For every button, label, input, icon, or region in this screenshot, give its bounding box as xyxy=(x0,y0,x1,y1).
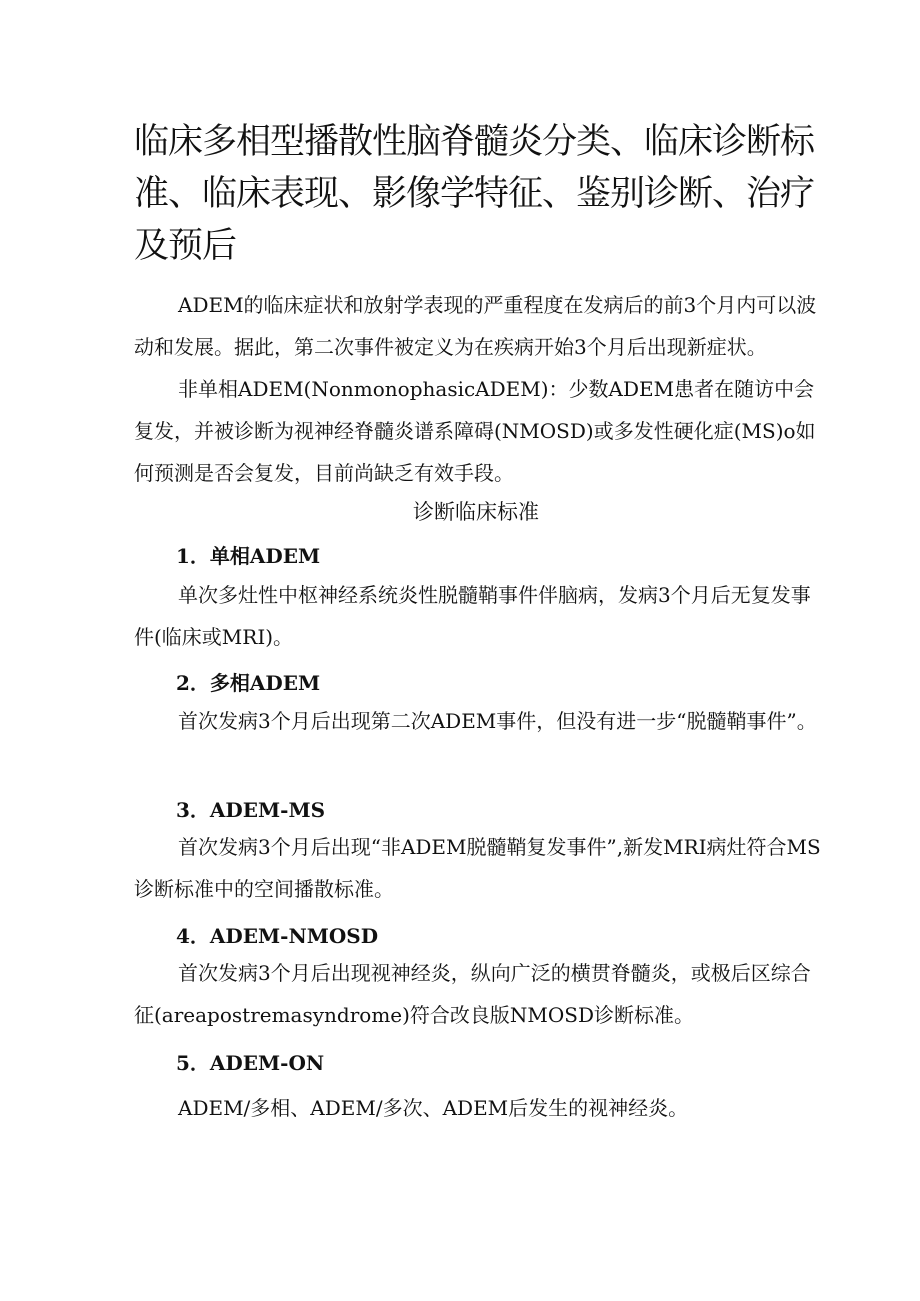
criterion-text-1: 单次多灶性中枢神经系统炎性脱髓鞘事件伴脑病，发病3个月后无复发事件(临床或MRI)。 xyxy=(134,583,811,649)
document-title: 临床多相型播散性脑脊髓炎分类、临床诊断标准、临床表现、影像学特征、鉴别诊断、治疗及预后 xyxy=(134,122,815,266)
criterion-text-5: ADEM/多相、ADEM/多次、ADEM后发生的视神经炎。 xyxy=(178,1096,689,1120)
criterion-heading-1: 1．单相ADEM xyxy=(176,544,321,568)
section-heading: 诊断临床标准 xyxy=(413,500,539,524)
criterion-text-4: 首次发病3个月后出现视神经炎，纵向广泛的横贯脊髓炎，或极后区综合征(areapostremasyndrome)符合改良版NMOSD诊断标准。 xyxy=(134,961,811,1027)
criterion-text-3: 首次发病3个月后出现“非ADEM脱髓鞘复发事件”,新发MRI病灶符合MS诊断标准中的空间播散标准。 xyxy=(134,835,821,901)
intro-paragraph-1: ADEM的临床症状和放射学表现的严重程度在发病后的前3个月内可以波动和发展。据此，第二次事件被定义为在疾病开始3个月后出现新症状。 xyxy=(134,293,817,359)
criterion-heading-5: 5．ADEM-ON xyxy=(176,1051,325,1075)
criterion-heading-3: 3．ADEM-MS xyxy=(176,798,326,822)
intro-paragraph-2: 非单相ADEM(NonmonophasicADEM)：少数ADEM患者在随访中会复发，并被诊断为视神经脊髓炎谱系障碍(NMOSD)或多发性硬化症(MS)o如何预测是否会复发，目前尚缺乏有效手段。 xyxy=(134,377,816,485)
criterion-heading-4: 4．ADEM-NMOSD xyxy=(176,924,379,948)
criterion-heading-2: 2．多相ADEM xyxy=(176,671,321,695)
criterion-text-2: 首次发病3个月后出现第二次ADEM事件，但没有进一步“脱髓鞘事件”。 xyxy=(178,709,817,733)
